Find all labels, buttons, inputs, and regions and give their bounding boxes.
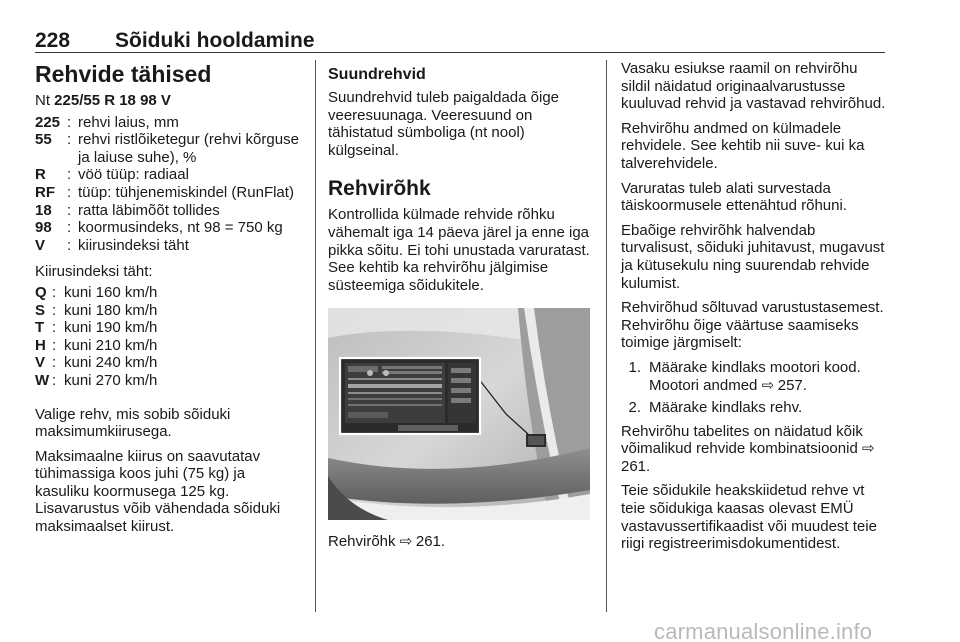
list-item: RF : tüüp: tühjenemiskindel (RunFlat)	[35, 183, 294, 201]
paragraph: Maksimaalne kiirus on saavutatav tühimassiga koos juhi (75 kg) ja kasuliku koormusega 125 kg. Lisavarustus võib vähendada sõiduki maksimaalset kiirust.	[35, 447, 281, 536]
list-item: W : kuni 270 km/h	[35, 371, 158, 389]
list-item: R : vöö tüüp: radiaal	[35, 166, 189, 184]
header-divider	[35, 52, 885, 53]
page-number: 228	[35, 29, 71, 52]
paragraph: Vasaku esiukse raamil on rehvirõhu sildil näidatud originaalvarustusse kuuluvad rehvid ja vastavad rehvirõhud.	[621, 60, 886, 113]
subsection-title-directional: Suundrehvid	[328, 66, 426, 83]
speed-list	[35, 284, 300, 390]
site-watermark: carmanualsonline.info	[654, 619, 873, 642]
list-item: Q : kuni 160 km/h	[35, 283, 158, 301]
column-left	[35, 60, 300, 543]
column-divider-2	[606, 60, 607, 612]
magnified-tyre-label	[340, 358, 480, 434]
column-right	[621, 60, 887, 560]
paragraph: Ebaõige rehvirõhk halvendab turvalisust, sõiduki juhitavust, mugavust ja kütusekulu ning suurendab rehvide kulumist.	[621, 221, 885, 292]
code-list	[35, 114, 300, 255]
paragraph: Kontrollida külmade rehvide rõhku vähemalt iga 14 päeva järel ja enne iga pikka sõitu. Ei tohi unustada varuratast. See kehtib ka rehvirõhu jälgimise süsteemiga sõidukitele.	[328, 206, 590, 294]
page-ref-arrow-icon: ⇨	[399, 533, 413, 551]
page-ref-link[interactable]: 261.	[415, 533, 446, 551]
paragraph: Teie sõidukile heakskiidetud rehve vt teie sõidukiga kaasas olevast EMÜ vastavussertifikaadist või muudest teie riigi registreerimisdokumentidest.	[621, 482, 877, 553]
column-divider-1	[315, 60, 316, 612]
page-header	[35, 29, 885, 53]
list-item: 2. Määrake kindlaks rehv.	[628, 399, 803, 417]
paragraph: Rehvirõhu andmed on külmadele rehvidele. See kehtib nii suve- kui ka talverehvidele.	[621, 119, 865, 172]
example-line: Nt 225/55 R 18 98 V	[35, 92, 171, 109]
paragraph: Varuratas tuleb alati survestada täiskoormusele ettenähtud rõhuni.	[621, 179, 847, 215]
list-item: V : kuni 240 km/h	[35, 354, 158, 372]
column-middle	[328, 60, 590, 558]
paragraph: Rehvirõhud sõltuvad varustustasemest. Rehvirõhu õige väärtuse saamiseks toimige järgmiselt:	[621, 299, 884, 352]
page-ref-link[interactable]: 261.	[621, 457, 651, 475]
paragraph: Valige rehv, mis sobib sõiduki maksimumkiirusega.	[35, 405, 231, 441]
list-item: T : kuni 190 km/h	[35, 319, 158, 337]
chapter-title: Sõiduki hooldamine	[115, 29, 315, 52]
list-item: V : kiirusindeksi täht	[35, 236, 189, 254]
speed-index-intro: Kiirusindeksi täht:	[35, 263, 153, 281]
tyre-pressure-label-photo	[328, 308, 590, 520]
paragraph: Rehvirõhu tabelites on näidatud kõik võimalikud rehvide kombinatsioonid ⇨ 261.	[621, 422, 875, 475]
paragraph: Suundrehvid tuleb paigaldada õige veeresuunaga. Veeresuund on tähistatud sümboliga (nt nool) külgseinal.	[328, 89, 560, 159]
section-title-tyre-markings: Rehvide tähised	[35, 61, 212, 87]
list-item: 55 : rehvi ristlõiketegur (rehvi kõrguse ja laiuse suhe), %	[35, 131, 299, 166]
page-ref-arrow-icon: ⇨	[761, 376, 775, 394]
list-item: S : kuni 180 km/h	[35, 301, 158, 319]
list-item: H : kuni 210 km/h	[35, 336, 158, 354]
section-title-tyre-pressure: Rehvirõhk	[328, 177, 431, 201]
list-item: 98 : koormusindeks, nt 98 = 750 kg	[35, 219, 283, 237]
list-item: 225 : rehvi laius, mm	[35, 113, 179, 131]
page-ref-arrow-icon: ⇨	[861, 440, 875, 458]
page-ref-link[interactable]: 257.	[777, 376, 807, 394]
figure-caption: Rehvirõhk ⇨ 261.	[328, 533, 446, 551]
example-code: 225/55 R 18 98 V	[54, 92, 171, 109]
step-list	[621, 359, 887, 417]
door-frame-illustration	[328, 308, 590, 520]
list-item: 18 : ratta läbimõõt tollides	[35, 201, 220, 219]
list-item: 1. Määrake kindlaks mootori kood. Mootori andmed ⇨ 257.	[628, 358, 861, 394]
